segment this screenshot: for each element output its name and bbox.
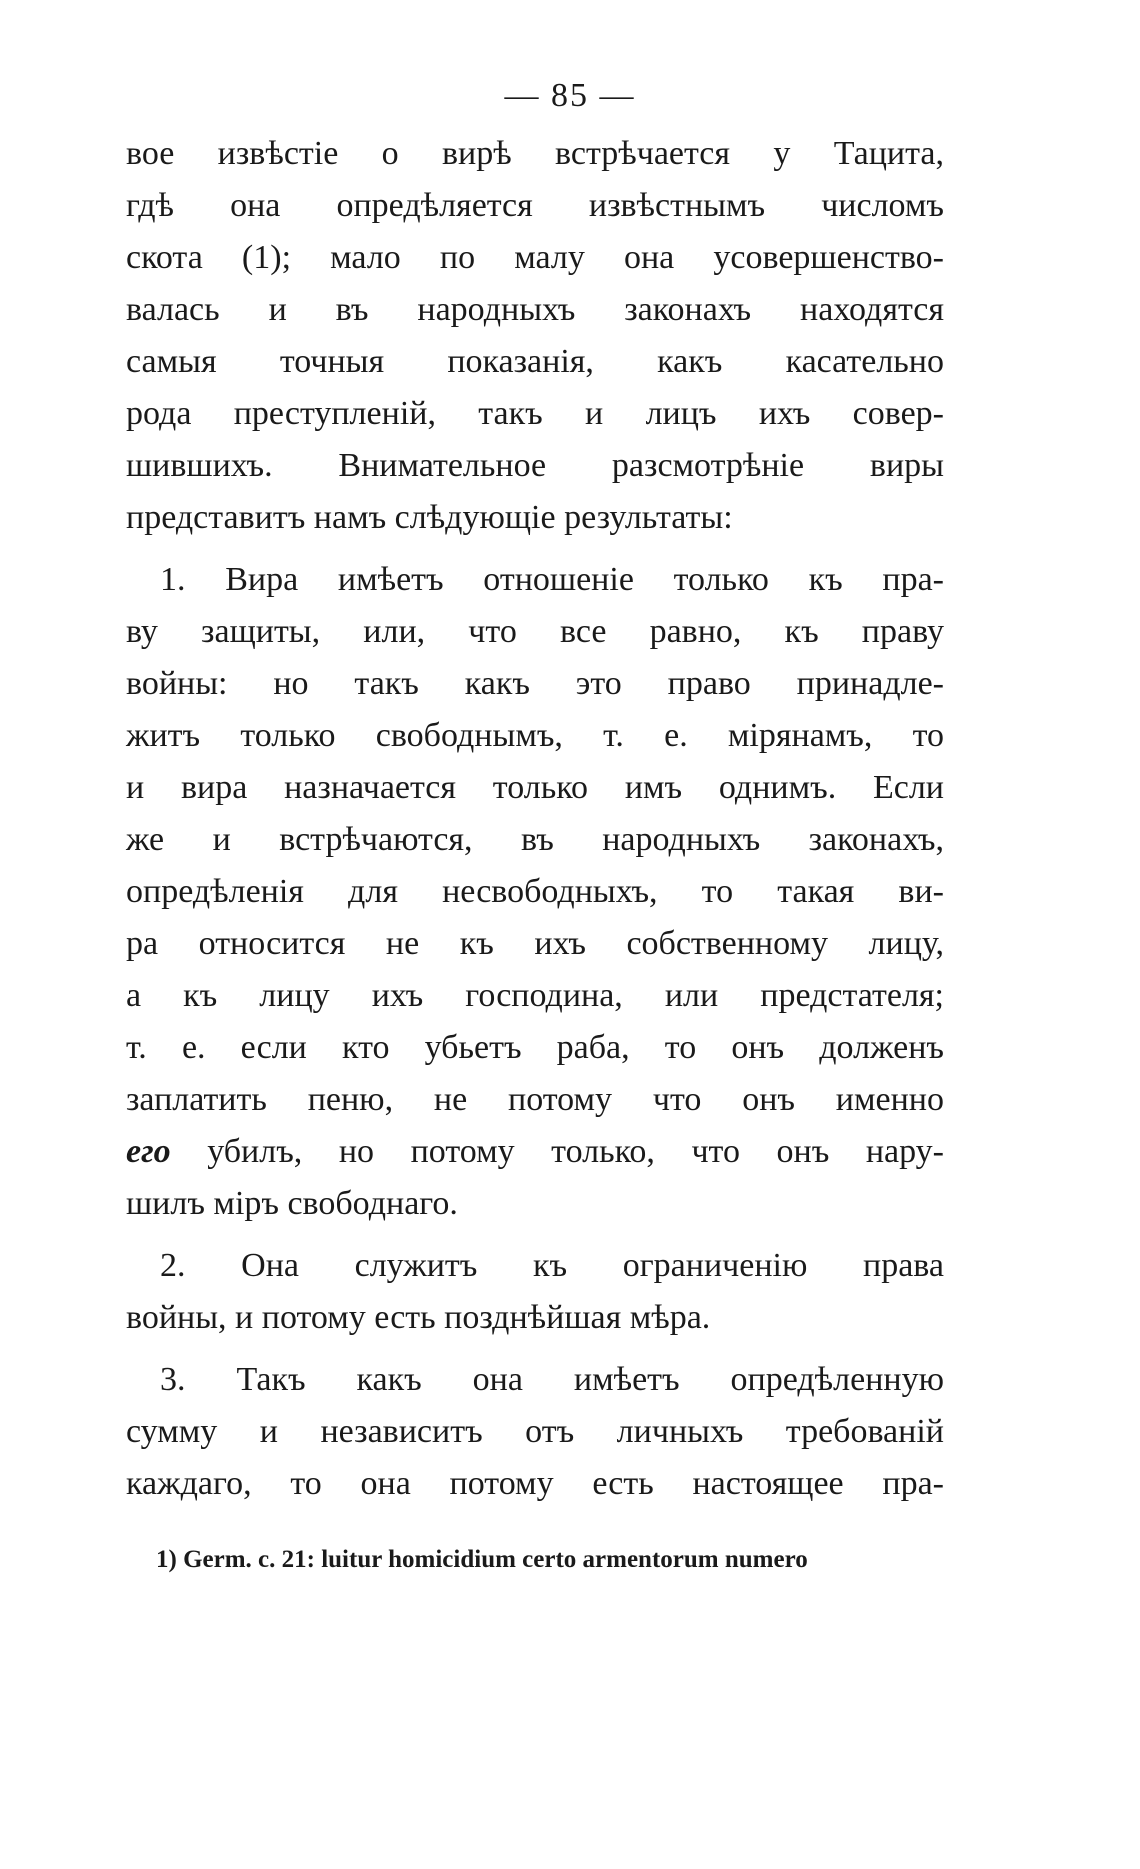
text-line: житъ только свободнымъ, т. е. мірянамъ, то [126,717,944,754]
text-line: скота (1); мало по малу она усовершенство- [126,239,944,276]
text-line: войны: но такъ какъ это право принадле- [126,665,944,702]
text-line: представитъ намъ слѣдующіе результаты: [126,499,733,536]
text-line: сумму и независитъ отъ личныхъ требованій [126,1413,944,1450]
text-line: 3. Такъ какъ она имѣетъ опредѣленную [160,1361,944,1398]
text-fragment: убилъ, но потому только, что онъ нару- [170,1133,944,1170]
text-line: каждаго, то она потому есть настоящее пра- [126,1465,944,1502]
main-text [126,128,944,1510]
text-line-emphasis [126,1126,944,1178]
text-line: вое извѣстіе о вирѣ встрѣчается у Тацита, [126,135,944,172]
text-line: шившихъ. Внимательное разсмотрѣніе виры [126,447,944,484]
text-line: гдѣ она опредѣляется извѣстнымъ числомъ [126,187,944,224]
text-line: а къ лицу ихъ господина, или предстателя; [126,977,944,1014]
text-line: т. е. если кто убьетъ раба, то онъ долженъ [126,1029,944,1066]
text-line: заплатить пеню, не потому что онъ именно [126,1081,944,1118]
text-line: рода преступленій, такъ и лицъ ихъ совер- [126,395,944,432]
text-line: опредѣленія для несвободныхъ, то такая ви- [126,873,944,910]
text-line: и вира назначается только имъ однимъ. Если [126,769,944,806]
text-line: 1. Вира имѣетъ отношеніе только къ пра- [160,561,944,598]
page-number: — 85 — [504,77,636,114]
text-line: войны, и потому есть позднѣйшая мѣра. [126,1299,711,1336]
text-line: же и встрѣчаются, въ народныхъ законахъ, [126,821,944,858]
text-line: ра относится не къ ихъ собственному лицу, [126,925,944,962]
text-line: шилъ міръ свободнаго. [126,1185,458,1222]
text-line: валась и въ народныхъ законахъ находятся [126,291,944,328]
text-line: 2. Она служитъ къ ограниченію права [160,1247,944,1284]
emphasized-word: его [126,1133,171,1170]
footnote: 1) Germ. c. 21: luitur homicidium certo armentorum numero [156,1546,808,1573]
text-line: ву защиты, или, что все равно, къ праву [126,613,944,650]
text-line: самыя точныя показанія, какъ касательно [126,343,944,380]
